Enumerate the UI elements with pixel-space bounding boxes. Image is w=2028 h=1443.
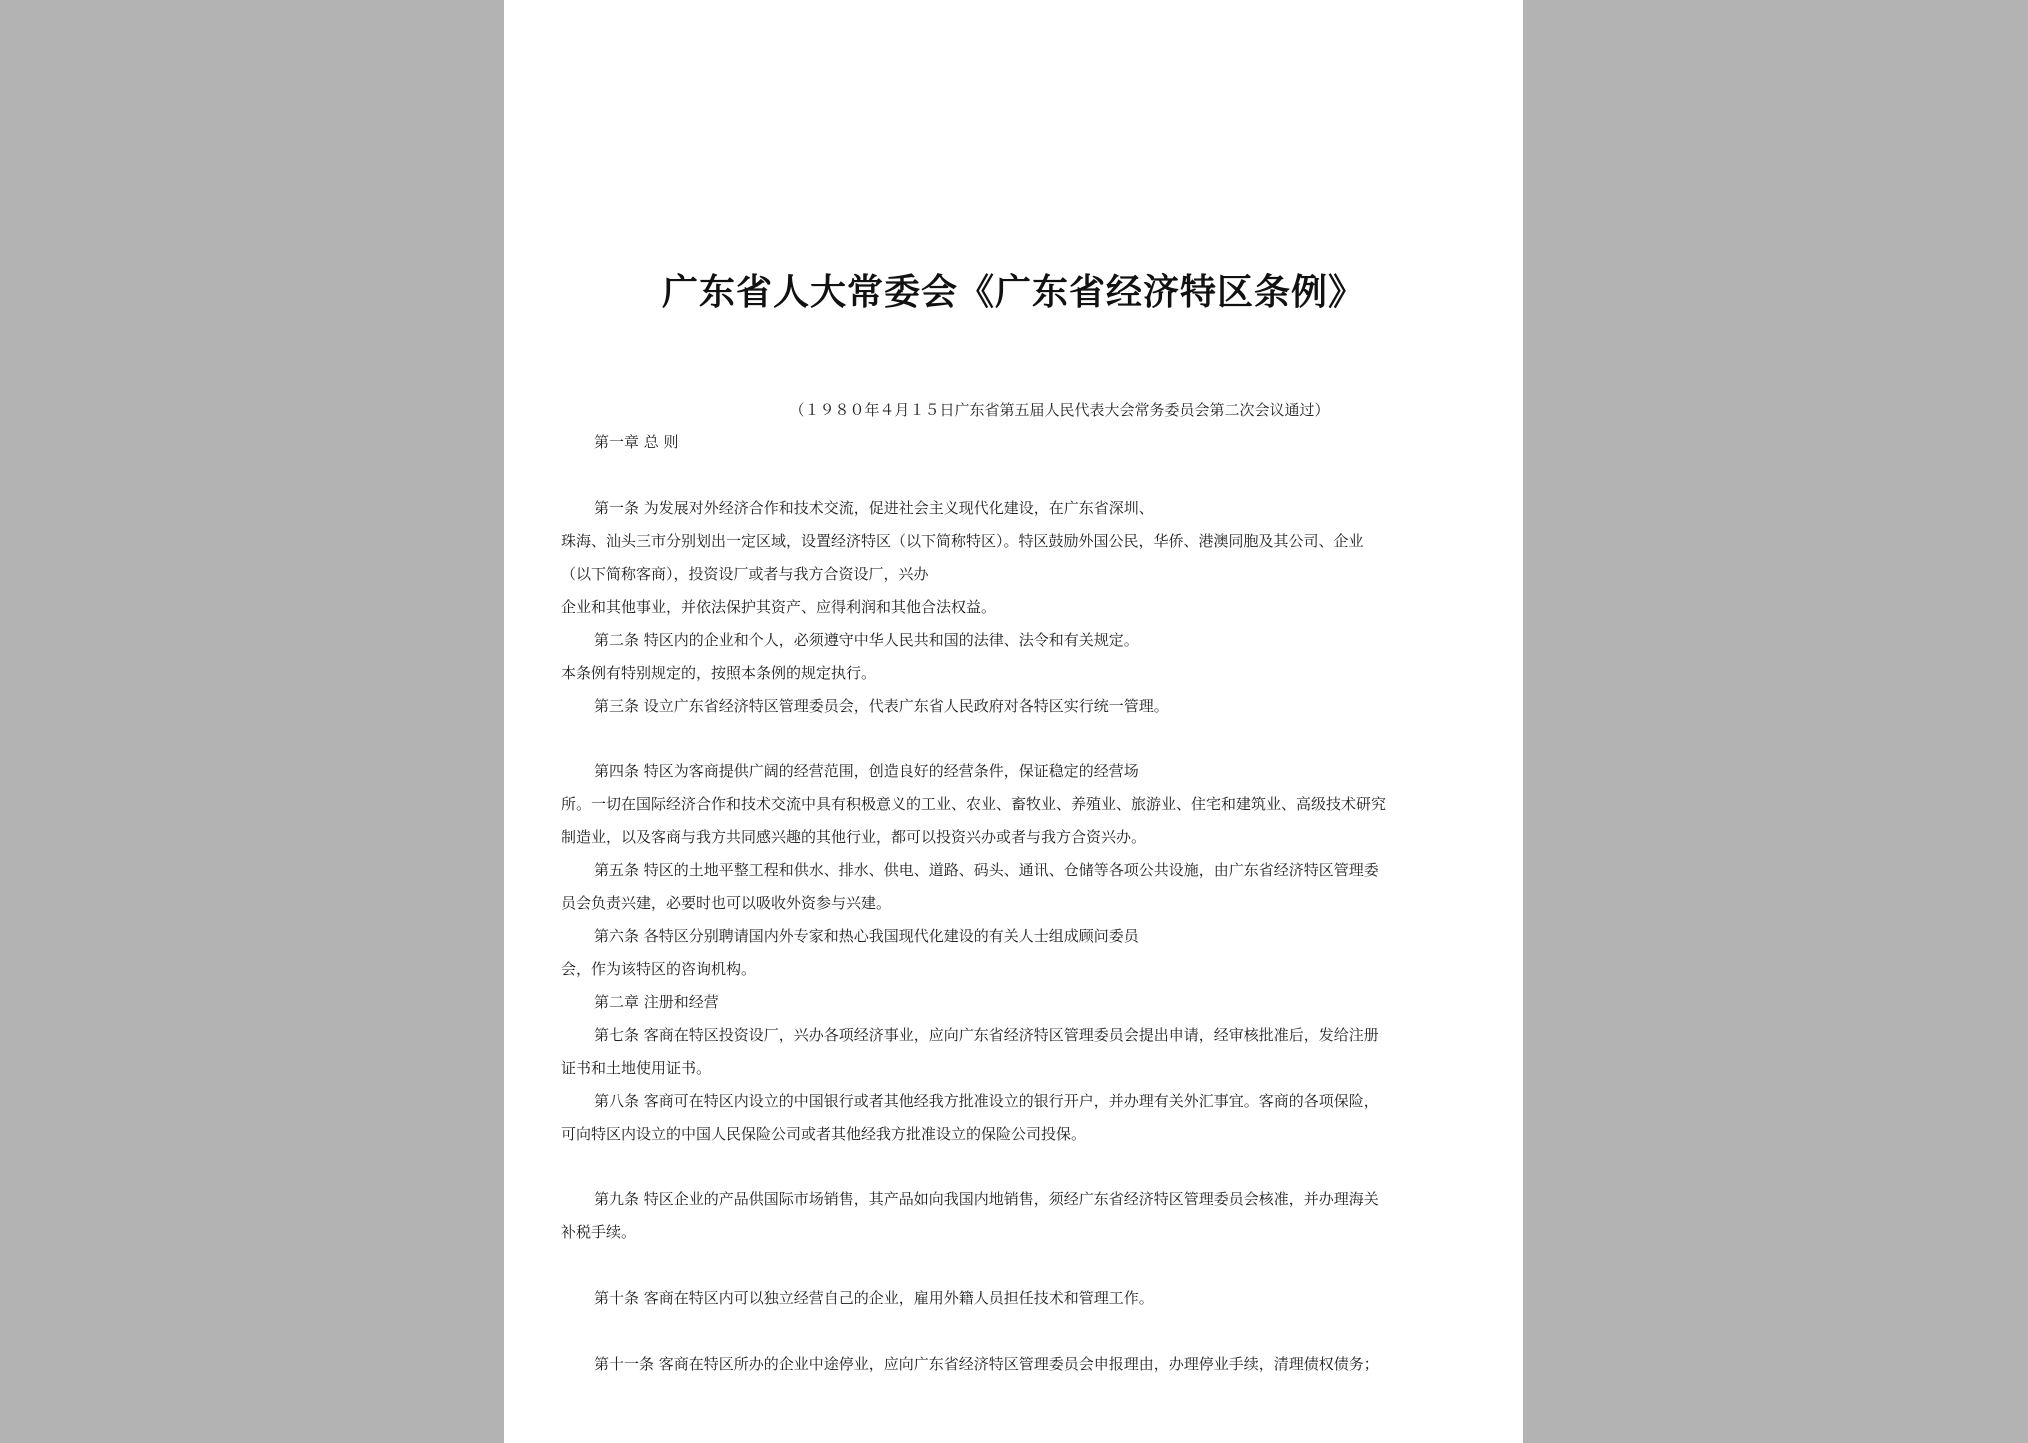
paragraph-line: 会，作为该特区的咨询机构。 [561,960,757,978]
paragraph-line: 本条例有特别规定的，按照本条例的规定执行。 [561,664,877,682]
paragraph-line: 制造业，以及客商与我方共同感兴趣的其他行业，都可以投资兴办或者与我方合资兴办。 [561,828,1147,846]
paragraph-line: （以下简称客商），投资设厂或者与我方合资设厂，兴办 [561,565,929,583]
paragraph-line: 员会负责兴建，必要时也可以吸收外资参与兴建。 [561,894,892,912]
paragraph-line: 第九条 特区企业的产品供国际市场销售，其产品如向我国内地销售，须经广东省经济特区管理委员会核准，并办理海关 [594,1190,1379,1208]
paragraph-line: 所。一切在国际经济合作和技术交流中具有积极意义的工业、农业、畜牧业、养殖业、旅游业、住宅和建筑业、高级技术研究 [561,795,1387,813]
paragraph-line: 第二条 特区内的企业和个人，必须遵守中华人民共和国的法律、法令和有关规定。 [594,631,1139,649]
paragraph-line: 第十条 客商在特区内可以独立经营自己的企业，雇用外籍人员担任技术和管理工作。 [594,1289,1154,1307]
paragraph-line: 第八条 客商可在特区内设立的中国银行或者其他经我方批准设立的银行开户，并办理有关外汇事宜。客商的各项保险， [594,1092,1379,1110]
paragraph-line: 第六条 各特区分别聘请国内外专家和热心我国现代化建设的有关人士组成顾问委员 [594,927,1139,945]
paragraph-line: 第四条 特区为客商提供广阔的经营范围，创造良好的经营条件，保证稳定的经营场 [594,762,1139,780]
chapter-heading: 第一章 总 则 [594,433,679,451]
paragraph-line: 企业和其他事业，并依法保护其资产、应得利润和其他合法权益。 [561,598,997,616]
chapter-heading: 第二章 注册和经营 [594,993,719,1011]
document-title: 广东省人大常委会《广东省经济特区条例》 [661,271,1365,313]
paragraph-line: 证书和土地使用证书。 [561,1059,712,1077]
paragraph-line: 第三条 设立广东省经济特区管理委员会，代表广东省人民政府对各特区实行统一管理。 [594,697,1169,715]
paragraph-line: 补税手续。 [561,1223,637,1241]
paragraph-line: 第一条 为发展对外经济合作和技术交流，促进社会主义现代化建设，在广东省深圳、 [594,499,1154,517]
paragraph-line: 第七条 客商在特区投资设厂，兴办各项经济事业，应向广东省经济特区管理委员会提出申请，经审核批准后，发给注册 [594,1026,1379,1044]
document-subtitle: （１９８０年４月１５日广东省第五届人民代表大会常务委员会第二次会议通过） [789,401,1330,419]
paragraph-line: 珠海、汕头三市分别划出一定区域，设置经济特区（以下简称特区）。特区鼓励外国公民，华侨、港澳同胞及其公司、企业 [561,532,1364,550]
paragraph-line: 第十一条 客商在特区所办的企业中途停业，应向广东省经济特区管理委员会申报理由，办理停业手续，清理债权债务； [594,1355,1379,1373]
paragraph-line: 第五条 特区的土地平整工程和供水、排水、供电、道路、码头、通讯、仓储等各项公共设施，由广东省经济特区管理委 [594,861,1379,879]
paragraph-line: 可向特区内设立的中国人民保险公司或者其他经我方批准设立的保险公司投保。 [561,1125,1087,1143]
document-page [504,0,1523,1443]
